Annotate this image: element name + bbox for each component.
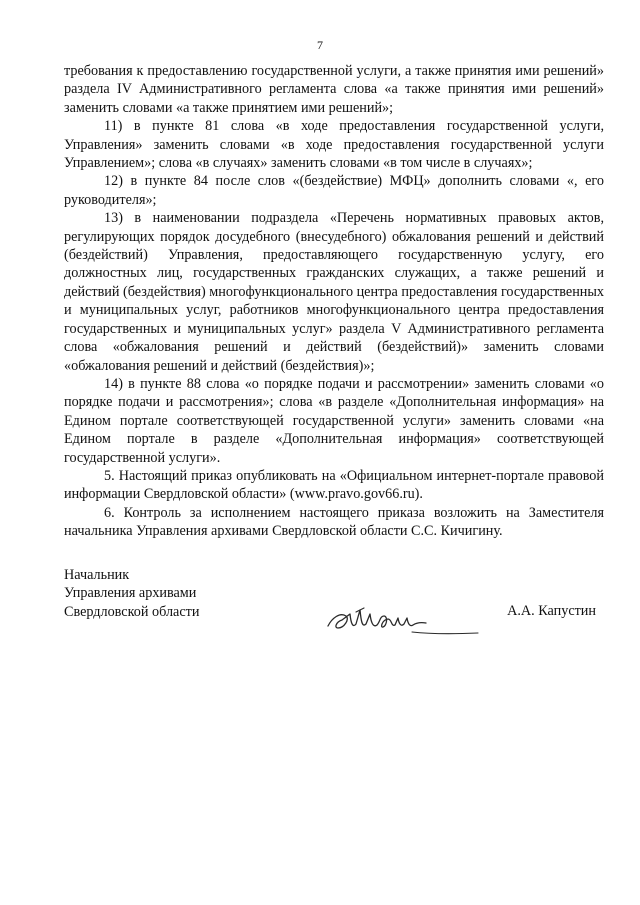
- signatory-position-line: Управления архивами: [64, 585, 197, 602]
- handwritten-signature: [320, 594, 480, 644]
- signatory-name: А.А. Капустин: [507, 603, 596, 619]
- document-body: [64, 62, 604, 541]
- paragraph-item-13: 13) в наименовании подраздела «Перечень нормативных правовых актов, регулирующих порядок досудебного (внесудебного) обжалования решений и действий (бездействий) Управления, предоставляющего государственную услугу, его должностных лиц, государственных гражданских служащих, а также решений и действий (бездействия) многофункционального центра предоставления государственных и муниципальных услуг, работников многофункционального центра предоставления государственных и муниципальных услуг» раздела V Административного регламента слова «обжалования решений и действий (бездействий)» заменить словами «обжалования решений и действий (бездействия)»;: [64, 210, 605, 374]
- signature-block: [64, 566, 604, 646]
- paragraph-item-11: 11) в пункте 81 слова «в ходе предоставления государственной услуги, Управления» заменить словами «в ходе предоставления государственной услуги Управлением»; слова «в случаях» заменить словами «в том числе в случаях»;: [64, 118, 604, 172]
- signatory-position-line: Начальник: [64, 567, 130, 583]
- paragraph-item-14: 14) в пункте 88 слова «о порядке подачи и рассмотрении» заменить словами «о порядке подачи и рассмотрения»; слова «в разделе «Дополнительная информация» на Едином портале соответствующей государственной услуги» заменить словами «на Едином портале в разделе «Дополнительная информация» соответствующей государственной услуги».: [64, 375, 604, 466]
- paragraph-continuation: требования к предоставлению государственной услуги, а также принятия ими решений» раздела IV Административного регламента слова «а также принятия ими решений» заменить словами «а также принятием ими решений»;: [64, 63, 604, 116]
- page-number: 7: [317, 38, 323, 52]
- paragraph-item-12: 12) в пункте 84 после слов «(бездействие) МФЦ» дополнить словами «, его руководителя»;: [64, 173, 604, 208]
- paragraph-clause-5: 5. Настоящий приказ опубликовать на «Официальном интернет-портале правовой информации Свердловской области» (www.pravo.gov66.ru).: [64, 467, 604, 503]
- paragraph-clause-6: 6. Контроль за исполнением настоящего приказа возложить на Заместителя начальника Управления архивами Свердловской области С.С. Кичигину.: [64, 504, 604, 540]
- signatory-position-line: Свердловской области: [64, 603, 200, 620]
- signatory-position: [64, 566, 199, 621]
